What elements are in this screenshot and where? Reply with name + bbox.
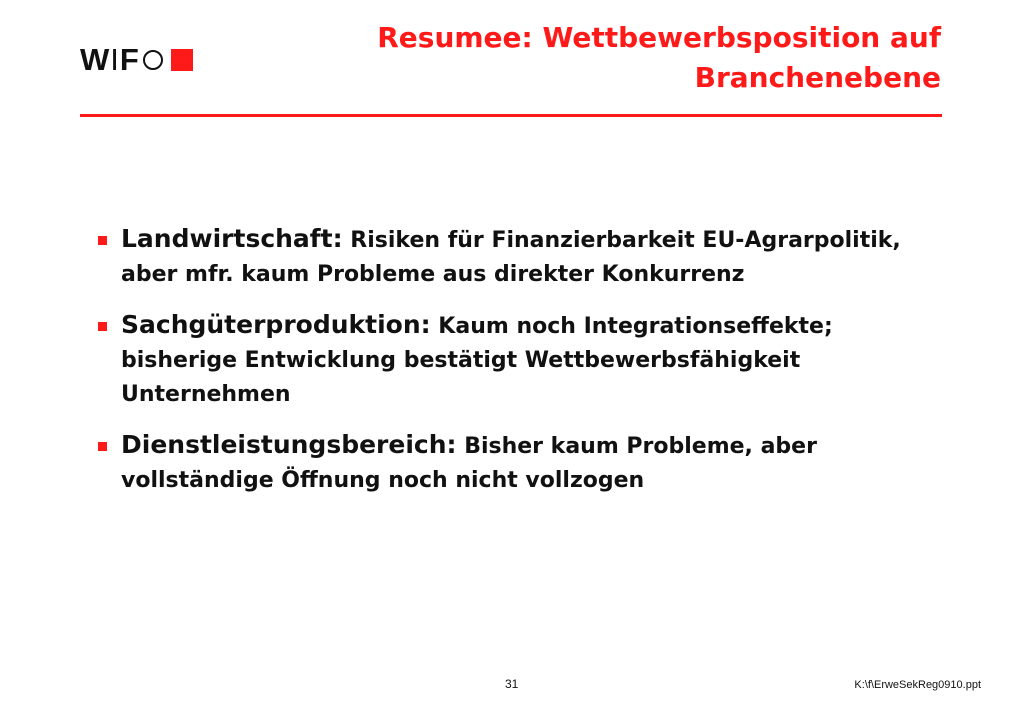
bullet-heading: Dienstleistungsbereich:: [121, 430, 457, 459]
bullet-text: Risiken für Finanzierbarkeit EU-Agrarpolitik, aber mfr. kaum Probleme aus direkter Konkurrenz: [121, 228, 901, 287]
bullet-square-icon: [98, 322, 107, 331]
bullet-heading: Landwirtschaft:: [121, 224, 343, 253]
logo-red-square-icon: [171, 49, 193, 71]
bullet-square-icon: [98, 236, 107, 245]
bullet-text: Bisher kaum Probleme, aber vollständige Öffnung noch nicht vollzogen: [121, 434, 817, 493]
bullet-item-dienstleistungsbereich: [96, 428, 956, 498]
bullet-text: Kaum noch Integrationseffekte; bisherige Entwicklung bestätigt Wettbewerbsfähigkeit Unternehmen: [121, 314, 833, 407]
bullet-list: [96, 222, 956, 514]
logo-letter-w: W: [80, 42, 110, 77]
page-number: 31: [505, 677, 519, 691]
bullet-item-landwirtschaft: [96, 222, 956, 292]
bullet-heading: Sachgüterproduktion:: [121, 310, 431, 339]
file-path: K:\f\ErweSekReg0910.ppt: [854, 679, 981, 691]
bullet-item-sachgueterproduktion: [96, 308, 956, 412]
slide-title: [321, 18, 941, 98]
bullet-square-icon: [98, 442, 107, 451]
wifo-logo: [80, 42, 193, 78]
logo-separator: I: [110, 42, 119, 77]
slide-title-line-2: Branchenebene: [694, 61, 941, 94]
title-divider: [80, 114, 942, 117]
slide-title-line-1: Resumee: Wettbewerbsposition auf: [377, 21, 941, 54]
logo-letter-f: F: [119, 42, 139, 77]
logo-circle-icon: [143, 50, 163, 70]
